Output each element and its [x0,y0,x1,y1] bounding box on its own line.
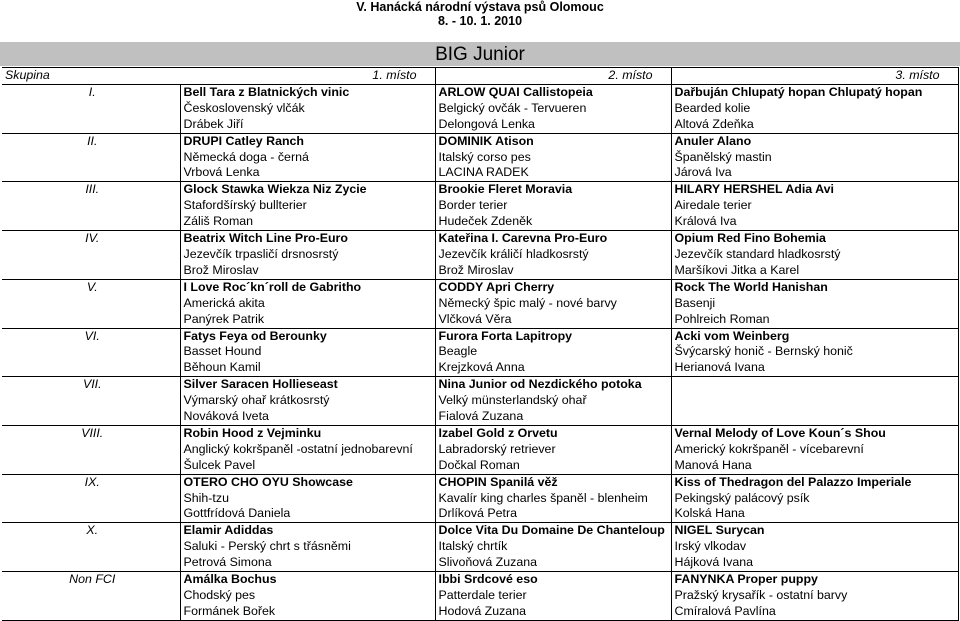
group-row-dog [2,133,958,149]
group-label-spacer [2,491,180,507]
place-3-dog: Dařbuján Chlupatý hopan Chlupatý hopan [671,84,958,100]
group-label: X. [2,523,180,539]
place-3-owner: Altová Zdeňka [671,117,958,133]
group-row-breed [2,150,958,166]
group-row-dog [2,231,958,247]
place-1-dog: Bell Tara z Blatnických vinic [180,84,435,100]
group-label: III. [2,182,180,198]
place-3-breed: Basenji [671,296,958,312]
place-2-breed: Velký münsterlandský ohař [435,393,671,409]
place-2-owner: Delongová Lenka [435,117,671,133]
place-1-owner: Panýrek Patrik [180,312,435,328]
place-2-dog: CODDY Apri Cherry [435,279,671,295]
place-3-dog: Opium Red Fino Bohemia [671,231,958,247]
place-2-breed: Patterdale terier [435,588,671,604]
place-2-breed: Jezevčík králičí hladkosrstý [435,247,671,263]
place-2-breed: Belgický ovčák - Tervueren [435,101,671,117]
group-label: I. [2,84,180,100]
place-3-owner: Kolská Hana [671,506,958,522]
place-2-dog: Brookie Fleret Moravia [435,182,671,198]
place-1-owner: Šulcek Pavel [180,458,435,474]
place-3-breed: Pekingský palácový psík [671,491,958,507]
group-row-breed [2,588,958,604]
group-label: VII. [2,377,180,393]
place-2-owner: Hudeček Zdeněk [435,214,671,230]
column-header-place1: 1. místo [180,68,435,85]
column-header-place3: 3. místo [671,68,958,85]
group-row-dog [2,474,958,490]
group-label: VIII. [2,425,180,441]
place-2-breed: Kavalír king charles španěl - blenheim [435,491,671,507]
group-row-dog [2,425,958,441]
group-label-spacer [2,458,180,474]
group-row-breed [2,442,958,458]
group-row-owner [2,458,958,474]
place-1-dog: Amálka Bochus [180,572,435,588]
place-2-owner: LACINA RADEK [435,165,671,181]
place-2-breed: Italský chrtík [435,539,671,555]
place-1-breed: Basset Hound [180,344,435,360]
group-label-spacer [2,165,180,181]
group-row-dog [2,279,958,295]
column-header-group: Skupina [2,68,180,85]
place-3-breed: Irský vlkodav [671,539,958,555]
group-label-spacer [2,409,180,425]
place-1-dog: OTERO CHO OYU Showcase [180,474,435,490]
group-row-dog [2,572,958,588]
group-label-spacer [2,555,180,571]
place-1-breed: Saluki - Perský chrt s třásněmi [180,539,435,555]
place-2-dog: Nina Junior od Nezdického potoka [435,377,671,393]
group-label: II. [2,133,180,149]
group-label-spacer [2,247,180,263]
group-row-owner [2,117,958,133]
group-label-spacer [2,588,180,604]
place-2-owner: Hodová Zuzana [435,604,671,620]
place-2-owner: Vlčková Věra [435,312,671,328]
place-1-breed: Anglický kokršpaněl -ostatní jednobarevní [180,442,435,458]
show-title: V. Hanácká národní výstava psů Olomouc [356,0,604,14]
place-3-breed [671,393,958,409]
group-row-dog [2,523,958,539]
place-3-owner: Manová Hana [671,458,958,474]
header-row [2,68,958,85]
group-row-owner [2,506,958,522]
place-1-owner: Vrbová Lenka [180,165,435,181]
group-label-spacer [2,296,180,312]
place-3-owner: Járová Iva [671,165,958,181]
group-row-dog [2,84,958,100]
group-row-breed [2,296,958,312]
group-label: V. [2,279,180,295]
place-2-owner: Drlíková Petra [435,506,671,522]
place-3-owner: Cmíralová Pavlína [671,604,958,620]
place-1-owner: Formánek Bořek [180,604,435,620]
group-row-owner [2,604,958,620]
group-row-breed [2,491,958,507]
place-3-dog: Anuler Alano [671,133,958,149]
group-row-dog [2,377,958,393]
place-3-owner [671,409,958,425]
place-1-dog: DRUPI Catley Ranch [180,133,435,149]
group-label-spacer [2,117,180,133]
place-1-dog: Glock Stawka Wiekza Niz Zycie [180,182,435,198]
place-1-owner: Běhoun Kamil [180,360,435,376]
place-1-breed: Americká akita [180,296,435,312]
group-row-owner [2,312,958,328]
group-label-spacer [2,393,180,409]
place-2-dog: Izabel Gold z Orvetu [435,425,671,441]
column-header-place2: 2. místo [435,68,671,85]
place-3-owner: Maršíkovi Jitka a Karel [671,263,958,279]
place-2-breed: Labradorský retriever [435,442,671,458]
place-1-dog: Fatys Feya od Berounky [180,328,435,344]
place-1-owner: Petrová Simona [180,555,435,571]
group-row-owner [2,214,958,230]
place-3-dog: Acki vom Weinberg [671,328,958,344]
place-3-dog: HILARY HERSHEL Adia Avi [671,182,958,198]
group-label-spacer [2,198,180,214]
show-dates: 8. - 10. 1. 2010 [437,14,523,28]
place-3-breed: Španělský mastin [671,150,958,166]
place-1-breed: Výmarský ohař krátkosrstý [180,393,435,409]
group-label-spacer [2,604,180,620]
place-3-breed: Jezevčík standard hladkosrstý [671,247,958,263]
group-row-owner [2,409,958,425]
place-2-dog: Kateřina I. Carevna Pro-Euro [435,231,671,247]
place-1-owner: Gottfrídová Daniela [180,506,435,522]
group-label-spacer [2,360,180,376]
place-3-dog: FANYNKA Proper puppy [671,572,958,588]
place-1-dog: Silver Saracen Hollieseast [180,377,435,393]
group-row-dog [2,328,958,344]
place-3-dog: Vernal Melody of Love Koun´s Shou [671,425,958,441]
place-3-breed: Bearded kolie [671,101,958,117]
place-1-owner: Drábek Jiří [180,117,435,133]
place-2-breed: Beagle [435,344,671,360]
group-row-owner [2,263,958,279]
place-2-dog: ARLOW QUAI Callistopeia [435,84,671,100]
place-2-owner: Krejzková Anna [435,360,671,376]
group-row-breed [2,344,958,360]
group-row-owner [2,165,958,181]
place-1-dog: Robin Hood z Vejminku [180,425,435,441]
group-label-spacer [2,150,180,166]
group-label-spacer [2,312,180,328]
place-3-dog [671,377,958,393]
place-1-dog: Beatrix Witch Line Pro-Euro [180,231,435,247]
group-label-spacer [2,214,180,230]
place-1-owner: Záliš Roman [180,214,435,230]
group-label: VI. [2,328,180,344]
group-label-spacer [2,344,180,360]
place-2-dog: DOMINIK Atison [435,133,671,149]
place-1-dog: Elamir Adiddas [180,523,435,539]
place-2-dog: Ibbi Srdcové eso [435,572,671,588]
place-3-dog: Rock The World Hanishan [671,279,958,295]
place-3-owner: Hájková Ivana [671,555,958,571]
group-row-breed [2,247,958,263]
place-2-breed: Border terier [435,198,671,214]
group-row-breed [2,539,958,555]
group-label-spacer [2,442,180,458]
group-row-owner [2,555,958,571]
place-3-breed: Americký kokršpaněl - vícebarevní [671,442,958,458]
group-label-spacer [2,506,180,522]
group-row-breed [2,101,958,117]
place-2-dog: Furora Forta Lapitropy [435,328,671,344]
group-row-dog [2,182,958,198]
place-2-breed: Italský corso pes [435,150,671,166]
place-3-dog: NIGEL Surycan [671,523,958,539]
group-row-breed [2,198,958,214]
place-2-owner: Fialová Zuzana [435,409,671,425]
place-1-owner: Nováková Iveta [180,409,435,425]
place-1-dog: I Love Roc´kn´roll de Gabritho [180,279,435,295]
group-label-spacer [2,263,180,279]
place-1-breed: Chodský pes [180,588,435,604]
competition-title: BIG Junior [0,42,960,66]
place-1-breed: Československý vlčák [180,101,435,117]
place-3-breed: Pražský krysařík - ostatní barvy [671,588,958,604]
place-2-owner: Brož Miroslav [435,263,671,279]
place-3-breed: Airedale terier [671,198,958,214]
place-3-breed: Švýcarský honič - Bernský honič [671,344,958,360]
place-1-breed: Stafordšírský bullterier [180,198,435,214]
place-2-dog: Dolce Vita Du Domaine De Chanteloup [435,523,671,539]
group-label: IV. [2,231,180,247]
place-1-breed: Jezevčík trpasličí drsnosrstý [180,247,435,263]
place-3-owner: Herianová Ivana [671,360,958,376]
group-row-owner [2,360,958,376]
place-3-owner: Králová Iva [671,214,958,230]
place-1-owner: Brož Miroslav [180,263,435,279]
group-row-breed [2,393,958,409]
place-2-dog: CHOPIN Spanilá věž [435,474,671,490]
place-3-dog: Kiss of Thedragon del Palazzo Imperiale [671,474,958,490]
place-2-owner: Slivoňová Zuzana [435,555,671,571]
place-3-owner: Pohlreich Roman [671,312,958,328]
results-table [2,67,959,621]
group-label-spacer [2,539,180,555]
place-1-breed: Shih-tzu [180,491,435,507]
place-2-owner: Dočkal Roman [435,458,671,474]
group-label-spacer [2,101,180,117]
place-1-breed: Německá doga - černá [180,150,435,166]
group-label: IX. [2,474,180,490]
group-label: Non FCI [2,572,180,588]
place-2-breed: Německý špic malý - nové barvy [435,296,671,312]
